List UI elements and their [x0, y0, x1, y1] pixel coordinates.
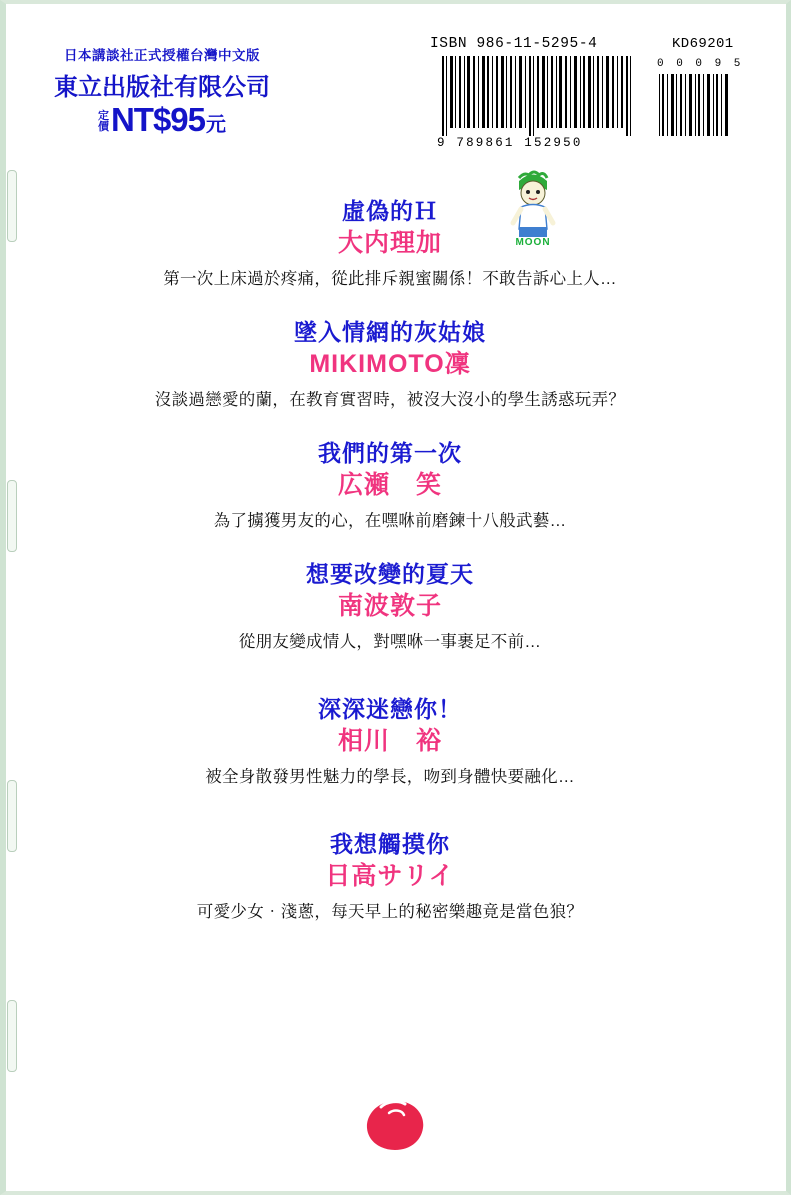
barcode-ean13 [440, 56, 636, 136]
story-blurb: 第一次上床過於疼痛，從此排斥親蜜關係！不敢告訴心上人… [163, 270, 617, 288]
story-blurb: 沒談過戀愛的蘭，在教育實習時，被沒大沒小的學生誘惑玩弄？ [154, 391, 626, 409]
mascot-caption: MOON [515, 237, 551, 248]
publisher-name: 東立出版社有限公司 [54, 74, 270, 101]
story-list [40, 196, 740, 950]
story-item [40, 694, 740, 789]
price-row [32, 103, 292, 136]
story-title: 我想觸摸你 [330, 831, 450, 857]
spine-hole [7, 170, 17, 242]
story-blurb: 可愛少女‧淺蔥，每天早上的秘密樂趣竟是當色狼？ [196, 903, 584, 921]
price-unit: 元 [206, 114, 227, 136]
spine-perforations [6, 0, 18, 1195]
price-label-bottom: 價 [97, 121, 109, 133]
story-title: 虛偽的Ｈ [342, 198, 438, 224]
publisher-block [32, 44, 292, 136]
spine-hole [7, 780, 17, 852]
story-blurb: 被全身散發男性魅力的學長，吻到身體快要融化… [205, 768, 575, 786]
story-item [40, 438, 740, 533]
barcode-main-digits: 9 789861 152950 [437, 136, 583, 150]
barcode-addon-digits: 0 0 0 9 5 [657, 58, 744, 70]
story-author: 大内理加 [337, 229, 442, 257]
isbn-text: ISBN 986-11-5295-4 [430, 36, 598, 52]
story-title: 墜入情網的灰姑娘 [294, 319, 486, 345]
price-amount: NT$95 [110, 101, 206, 138]
story-blurb: 為了擄獲男友的心，在嘿咻前磨鍊十八般武藝… [213, 512, 567, 530]
spine-hole [7, 1000, 17, 1072]
story-title: 想要改變的夏天 [306, 561, 474, 587]
kd-code-text: KD69201 [672, 36, 734, 52]
story-author: MIKIMOTO凜 [309, 350, 471, 378]
licence-line: 日本講談社正式授權台灣中文版 [64, 48, 260, 63]
story-author: 相川 裕 [337, 727, 442, 755]
story-author: 広瀬 笑 [337, 471, 442, 499]
story-title: 我們的第一次 [318, 440, 462, 466]
price-label-top: 定 [97, 110, 109, 122]
price-label [98, 111, 109, 133]
story-item [40, 829, 740, 924]
rose-logo-icon [361, 1095, 431, 1153]
story-blurb: 從朋友變成情人，對嘿咻一事裹足不前… [238, 633, 542, 651]
story-item [40, 317, 740, 412]
story-title: 深深迷戀你！ [318, 696, 462, 722]
story-author: 日高サリイ [325, 862, 455, 890]
spine-hole [7, 480, 17, 552]
story-author: 南波敦子 [337, 592, 442, 620]
story-item [40, 196, 740, 291]
story-item [40, 559, 740, 654]
